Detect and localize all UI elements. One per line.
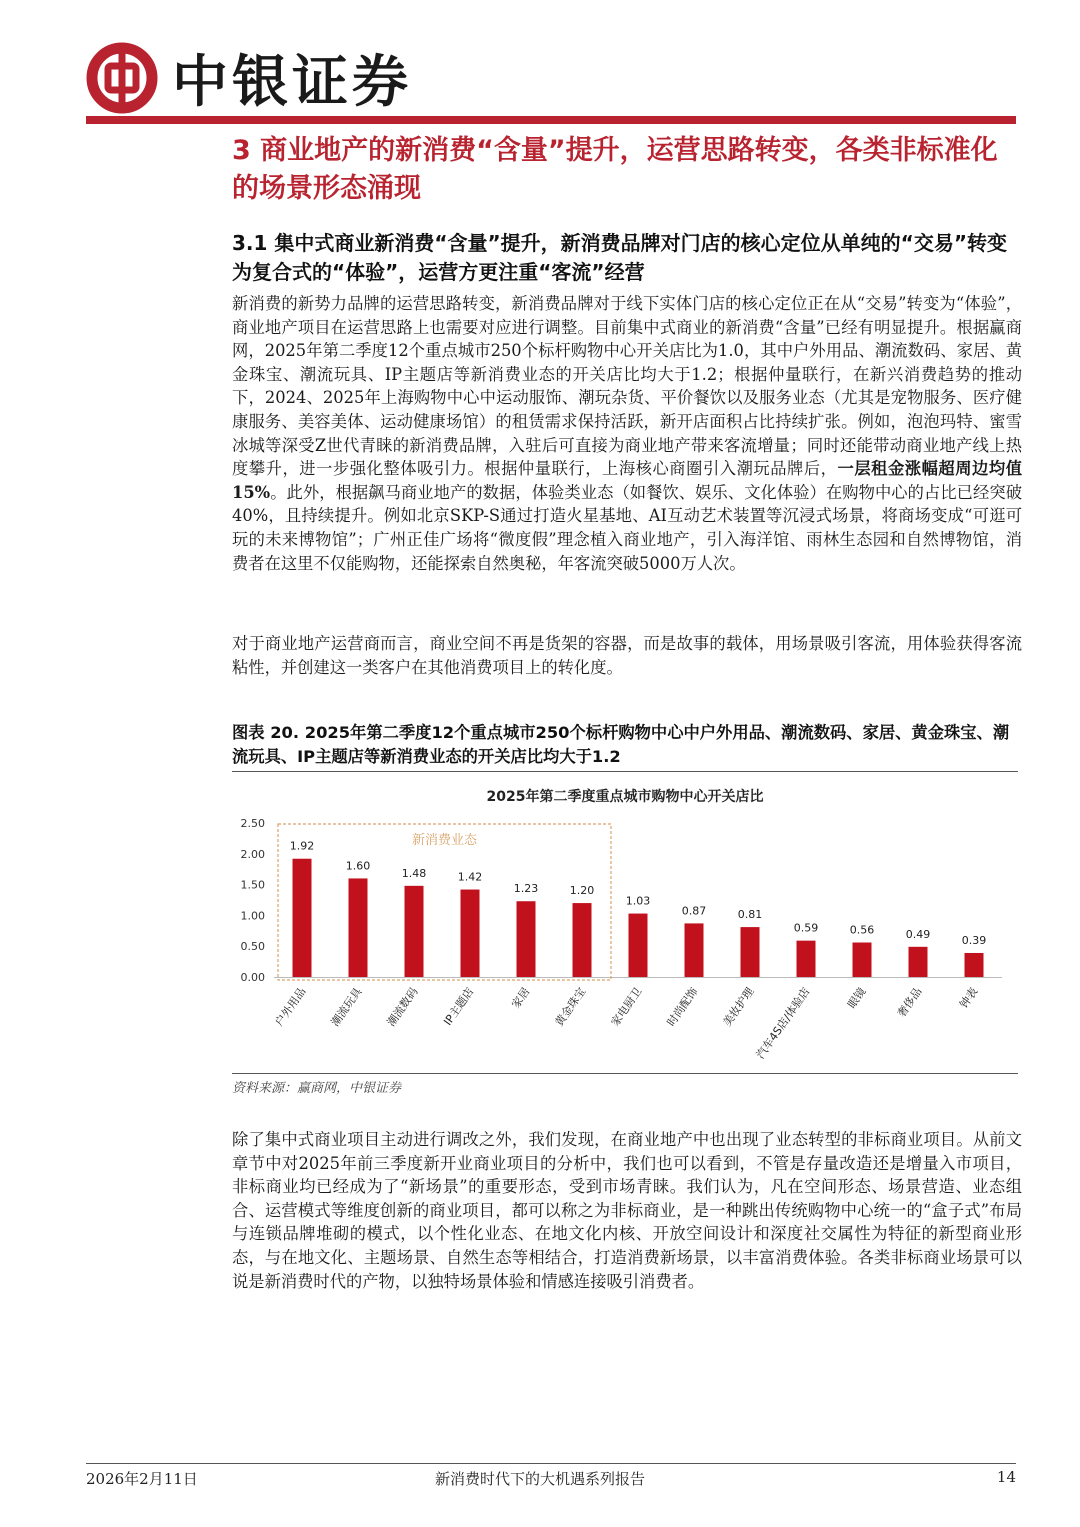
bar-6 bbox=[573, 903, 592, 977]
x-tick-label: 潮流数码 bbox=[384, 985, 421, 1029]
bar-4 bbox=[461, 890, 480, 977]
x-tick-label: 美妆护理 bbox=[720, 985, 757, 1029]
paragraph-1 bbox=[232, 292, 1022, 575]
paragraph-2: 对于商业地产运营商而言，商业空间不再是货架的容器，而是故事的载体，用场景吸引客流，用体验获得客流粘性，并创建这一类客户在其他消费项目上的转化度。 bbox=[232, 634, 1022, 677]
data-label: 0.39 bbox=[961, 933, 987, 947]
paragraph-1-text-b: 。此外，根据飙马商业地产的数据，体验类业态（如餐饮、娱乐、文化体验）在购物中心的占比已经突破40%，且持续提升。例如北京SKP-S通过打造火星基地、AI互动艺术装置等沉浸式场景，将商场变成“可逛可玩的未来博物馆”；广州正佳广场将“微度假”理念植入商业地产，引入海洋馆、雨林生态园和自然博物馆，消费者在这里不仅能购物，还能探索自然奥秘，年客流突破5000万人次。 bbox=[232, 482, 1022, 573]
y-tick-label: 1.00 bbox=[240, 909, 265, 923]
chart-title: 2025年第二季度重点城市购物中心开关店比 bbox=[486, 789, 764, 805]
figure-source: 资料来源：赢商网，中银证券 bbox=[232, 1081, 402, 1096]
y-tick-label: 2.50 bbox=[240, 817, 265, 830]
bank-of-china-logo-icon bbox=[86, 42, 158, 114]
footer-date: 2026年2月11日 bbox=[86, 1470, 198, 1488]
x-tick-label: 汽车4S店/体验店 bbox=[753, 985, 813, 1062]
data-label: 1.42 bbox=[457, 870, 483, 884]
data-label: 0.49 bbox=[905, 927, 931, 941]
bar-3 bbox=[405, 886, 424, 977]
annotation-label: 新消费业态 bbox=[411, 833, 478, 848]
x-tick-label: 黄金珠宝 bbox=[552, 985, 589, 1029]
bar-9 bbox=[741, 927, 760, 977]
bar-8 bbox=[685, 923, 704, 977]
bar-10 bbox=[797, 941, 816, 977]
figure-caption: 图表 20. 2025年第二季度12个重点城市250个标杆购物中心中户外用品、潮流数码、家居、黄金珠宝、潮流玩具、IP主题店等新消费业态的开关店比均大于1.2 bbox=[232, 723, 1010, 766]
bar-11 bbox=[853, 943, 872, 977]
data-label: 0.81 bbox=[737, 908, 763, 922]
footer-report-name: 新消费时代下的大机遇系列报告 bbox=[434, 1470, 645, 1488]
data-label: 1.48 bbox=[401, 866, 427, 880]
brand-logo bbox=[86, 40, 412, 116]
bar-12 bbox=[909, 947, 928, 977]
x-tick-label: IP主题店 bbox=[441, 985, 477, 1028]
y-tick-label: 0.50 bbox=[240, 940, 265, 954]
x-tick-label: 户外用品 bbox=[272, 985, 309, 1029]
x-tick-label: 时尚配饰 bbox=[664, 985, 701, 1029]
footer-rule bbox=[86, 1463, 1016, 1464]
x-tick-label: 家电厨卫 bbox=[608, 985, 645, 1029]
paragraph-1-text-a: 新消费的新势力品牌的运营思路转变，新消费品牌对于线下实体门店的核心定位正在从“交易”转变为“体验”，商业地产项目在运营思路上也需要对应进行调整。目前集中式商业的新消费“含量”已经有明显提升。根据赢商网，2025年第二季度12个重点城市250个标杆购物中心开关店比为1.0，其中户外用品、潮流数码、家居、黄金珠宝、潮流玩具、IP主题店等新消费业态的开关店比均大于1.2；根据仲量联行，在新兴消费趋势的推动下，2024、2025年上海购物中心中运动服饰、潮玩杂货、平价餐饮以及服务业态（尤其是宠物服务、医疗健康服务、美容美体、运动健康场馆）的租赁需求保持活跃，新开店面积占比持续扩张。例如，泡泡玛特、蜜雪冰城等深受Z世代青睐的新消费品牌，入驻后可直接为商业地产带来客流增量；同时还能带动商业地产线上热度攀升，进一步强化整体吸引力。根据仲量联行，上海核心商圈引入潮玩品牌后， bbox=[232, 294, 1022, 479]
y-tick-label: 2.00 bbox=[240, 847, 265, 861]
header-rule bbox=[86, 116, 1016, 124]
data-label: 1.60 bbox=[345, 859, 371, 873]
brand-name: 中银证券 bbox=[172, 50, 412, 115]
footer-page-number: 14 bbox=[996, 1468, 1016, 1486]
x-tick-label: 家居 bbox=[509, 985, 533, 1011]
bar-chart bbox=[232, 772, 1018, 1072]
bar-5 bbox=[517, 901, 536, 977]
bar-1 bbox=[293, 859, 312, 977]
data-label: 1.03 bbox=[625, 894, 651, 908]
paragraph-3: 除了集中式商业项目主动进行调改之外，我们发现，在商业地产中也出现了业态转型的非标商业项目。从前文章节中对2025年前三季度新开业商业项目的分析中，我们也可以看到，不管是存量改造还是增量入市项目，非标商业均已经成为了“新场景”的重要形态，受到市场青睐。我们认为，凡在空间形态、场景营造、业态组合、运营模式等维度创新的商业项目，都可以称之为非标商业，是一种跳出传统购物中心统一的“盒子式”布局与连锁品牌堆砌的模式，以个性化业态、在地文化内核、开放空间设计和深度社交属性为特征的新型商业形态，与在地文化、主题场景、自然生态等相结合，打造消费新场景，以丰富消费体验。各类非标商业场景可以说是新消费时代的产物，以独特场景体验和情感连接吸引消费者。 bbox=[232, 1130, 1022, 1291]
data-label: 1.20 bbox=[569, 884, 595, 898]
bar-7 bbox=[629, 914, 648, 977]
bar-2 bbox=[349, 878, 368, 977]
data-label: 0.87 bbox=[681, 904, 707, 918]
x-tick-label: 钟表 bbox=[957, 985, 981, 1011]
data-label: 1.92 bbox=[289, 839, 315, 853]
bar-13 bbox=[965, 953, 984, 977]
subsection-title: 3.1 集中式商业新消费“含量”提升，新消费品牌对门店的核心定位从单纯的“交易”转变为复合式的“体验”，运营方更注重“客流”经营 bbox=[232, 231, 1007, 284]
x-tick-label: 潮流玩具 bbox=[328, 985, 365, 1029]
figure-rule-bottom bbox=[232, 1073, 1018, 1074]
x-tick-label: 眼镜 bbox=[845, 985, 869, 1011]
x-tick-label: 奢侈品 bbox=[894, 985, 925, 1020]
y-tick-label: 1.50 bbox=[240, 878, 265, 892]
y-tick-label: 0.00 bbox=[240, 971, 265, 984]
paragraph-1-bold: 一层租金涨幅超周边均值 15% bbox=[232, 459, 1022, 502]
data-label: 1.23 bbox=[513, 882, 539, 896]
data-label: 0.56 bbox=[849, 923, 875, 937]
section-title: 3 商业地产的新消费“含量”提升，运营思路转变，各类非标准化的场景形态涌现 bbox=[232, 135, 998, 204]
data-label: 0.59 bbox=[793, 921, 819, 935]
